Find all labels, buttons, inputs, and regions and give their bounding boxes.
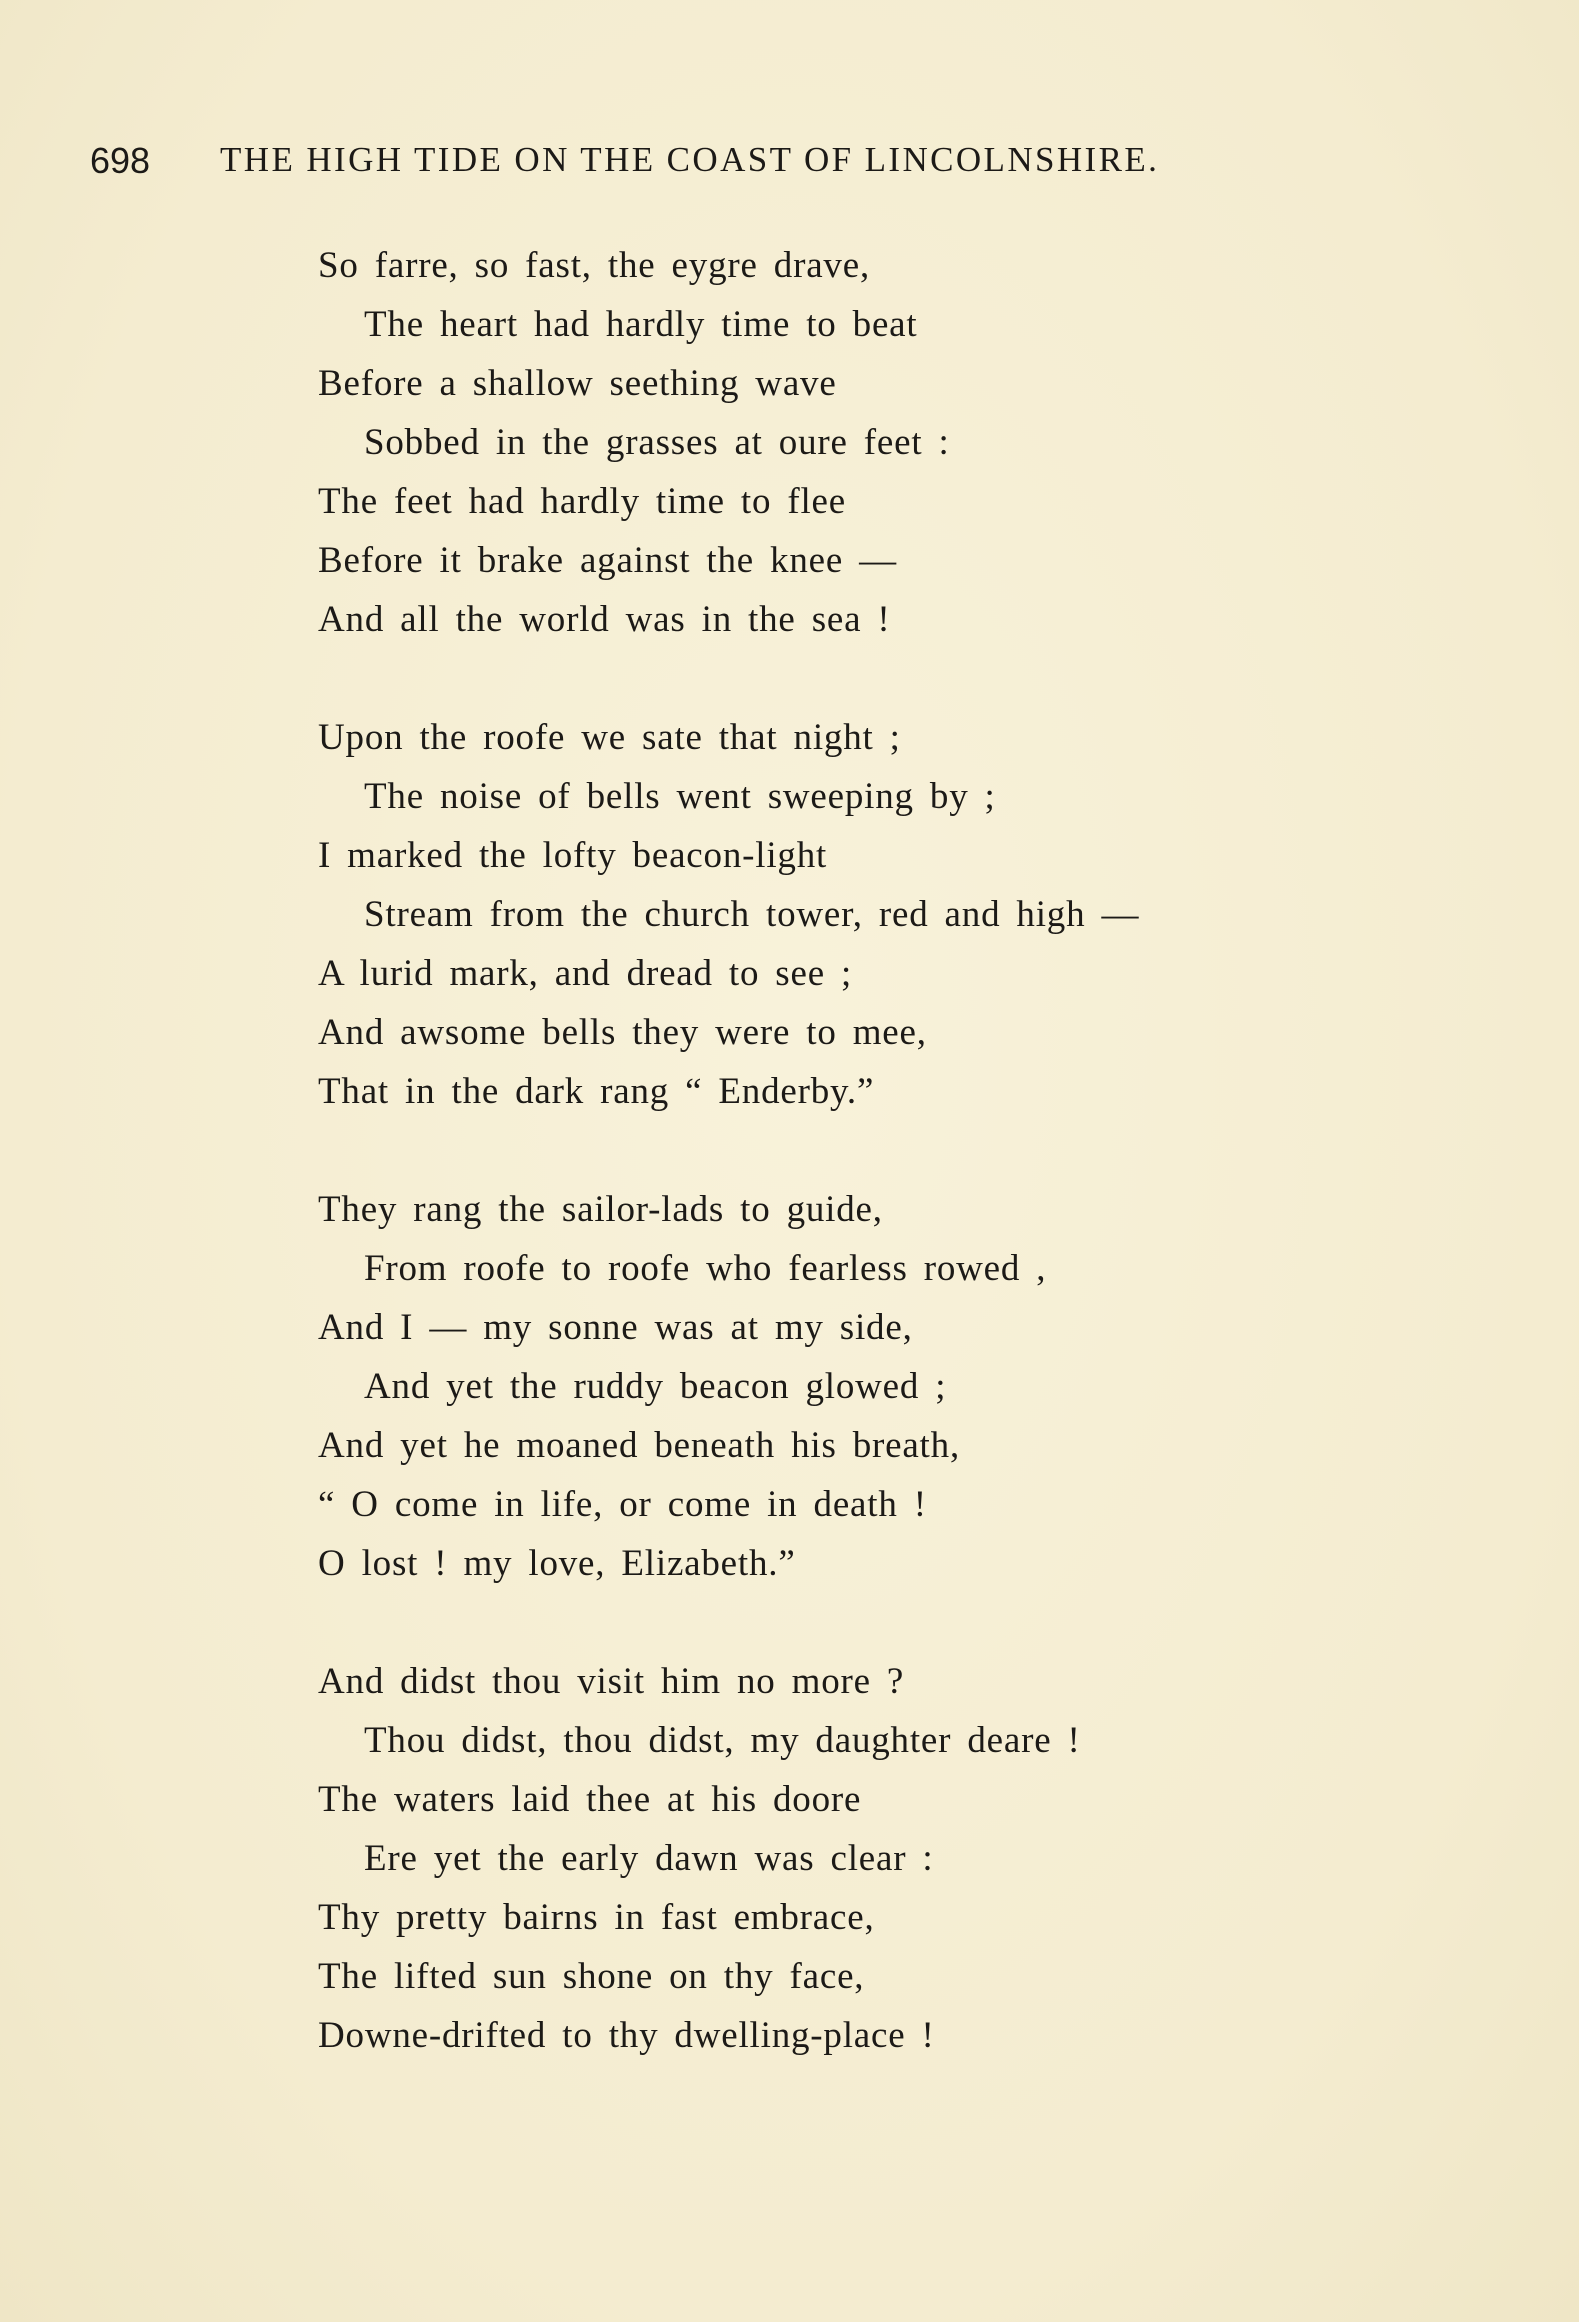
poem-line: That in the dark rang “ Enderby.” (318, 1071, 875, 1112)
poem-line: I marked the lofty beacon-light (318, 835, 828, 876)
poem-line: Thy pretty bairns in fast embrace, (318, 1897, 875, 1938)
page-number: 698 (90, 140, 151, 181)
poem-line: The waters laid thee at his doore (318, 1779, 862, 1820)
poem-line: The feet had hardly time to flee (318, 481, 847, 522)
stanza-3 (318, 1180, 1418, 1593)
poem-line: Ere yet the early dawn was clear : (364, 1838, 934, 1879)
stanza-4 (318, 1652, 1418, 2065)
poem-line: O lost ! my love, Elizabeth.” (318, 1543, 796, 1584)
stanza-break (318, 1121, 1418, 1180)
poem-line: And awsome bells they were to mee, (318, 1012, 927, 1053)
poem-line: And yet the ruddy beacon glowed ; (364, 1366, 947, 1407)
stanza-1 (318, 236, 1418, 649)
poem-line: Upon the roofe we sate that night ; (318, 717, 901, 758)
stanza-break (318, 1593, 1418, 1652)
poem-line: And yet he moaned beneath his breath, (318, 1425, 960, 1466)
poem-line: The noise of bells went sweeping by ; (364, 776, 996, 817)
stanza-2 (318, 708, 1418, 1121)
poem-line: “ O come in life, or come in death ! (318, 1484, 927, 1525)
poem-line: So farre, so fast, the eygre drave, (318, 245, 870, 286)
poem-line: Thou didst, thou didst, my daughter deare ! (364, 1720, 1081, 1761)
poem-line: And I — my sonne was at my side, (318, 1307, 913, 1348)
running-title: THE HIGH TIDE ON THE COAST OF LINCOLNSHIRE. (220, 140, 1160, 179)
poem-line: Stream from the church tower, red and high — (364, 894, 1140, 935)
poem-line: And all the world was in the sea ! (318, 599, 891, 640)
stanza-break (318, 649, 1418, 708)
poem-line: A lurid mark, and dread to see ; (318, 953, 853, 994)
poem-line: And didst thou visit him no more ? (318, 1661, 905, 1702)
poem-line: Sobbed in the grasses at oure feet : (364, 422, 950, 463)
poem-line: Before a shallow seething wave (318, 363, 837, 404)
poem-line: From roofe to roofe who fearless rowed , (364, 1248, 1047, 1289)
poem-line: The heart had hardly time to beat (364, 304, 918, 345)
poem-line: They rang the sailor-lads to guide, (318, 1189, 883, 1230)
poem-line: Before it brake against the knee — (318, 540, 897, 581)
poem-line: Downe-drifted to thy dwelling-place ! (318, 2015, 935, 2056)
poem-body (318, 236, 1418, 2065)
running-head (90, 140, 1340, 196)
poem-line: The lifted sun shone on thy face, (318, 1956, 865, 1997)
